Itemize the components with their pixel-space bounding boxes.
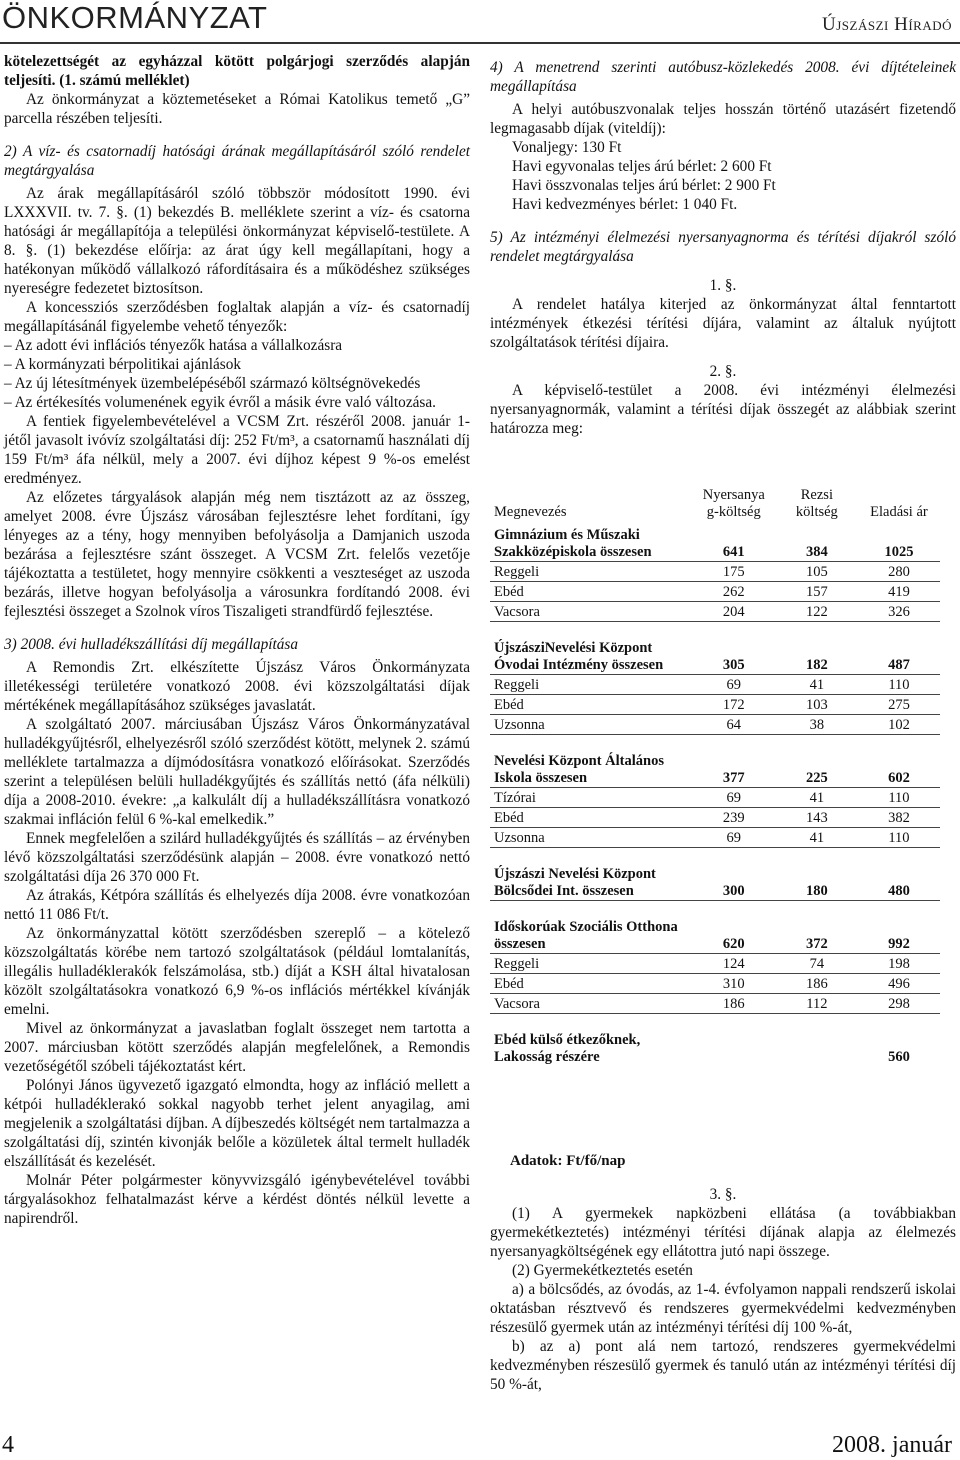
table-cell: 122	[776, 602, 858, 622]
table-cell: 186	[692, 994, 776, 1014]
group-total: 480	[858, 860, 940, 901]
paragraph: A helyi autóbuszvonalak teljes hosszán történő utazásért fizetendő legmagasabb díjak (viteldíj):	[490, 101, 956, 137]
list-item: – A kormányzati bérpolitikai ajánlások	[4, 356, 242, 373]
table-unit-note: Adatok: Ft/fő/nap	[510, 1153, 626, 1169]
fare-line: Havi egyvonalas teljes árú bérlet: 2 600 Ft	[512, 158, 772, 175]
table-row	[490, 954, 940, 974]
table-cell: 275	[858, 695, 940, 715]
group-total: 180	[776, 860, 858, 901]
fare-line: Havi összvonalas teljes árú bérlet: 2 900 Ft	[512, 177, 776, 194]
external-name: Ebéd külső étkezőknek, Lakosság részére	[494, 1032, 641, 1065]
table-cell: 110	[858, 788, 940, 808]
table-row	[490, 715, 940, 735]
group-total: 300	[692, 860, 776, 901]
group-name: Újszászi Nevelési Központ Bölcsődei Int. összesen	[490, 860, 692, 901]
paragraph: Mivel az önkormányzat a javaslatban foglalt összeget nem tartotta a 2007. márciusban kötött szerződés alapján megfelelőnek, a Remondis vezetőségétől szóbeli tájékoztatást kért.	[4, 1020, 470, 1075]
paragraph: A szolgáltató 2007. márciusában Újszász Város Önkormányzatával hulladékgyűjtésről, elhelyezésről szóló szerződést kötött, melynek 2. számú melléklete tartalmazza a díjmódosításra vonatkozó előírásokat. Szerződés szerint a településen belüli hulladékgyűjtés és szállítás nettó (áfa nélküli) díja a 2008-2010. évekre: „a kalkulált díj a hulladékszállításra vonatkozó szakmai infláción felül 6 %-kal emelkedik.”	[4, 716, 470, 828]
table-cell: 41	[776, 675, 858, 695]
fare-line: Vonaljegy: 130 Ft	[512, 139, 622, 156]
table-cell: 124	[692, 954, 776, 974]
table-cell: 186	[776, 974, 858, 994]
table-row	[490, 828, 940, 848]
group-total: 372	[776, 913, 858, 954]
external-value: 560	[888, 1049, 910, 1065]
table-cell	[692, 1026, 776, 1066]
paragraph: A Remondis Zrt. elkészítette Újszász Város Önkormányzata illetékességi területére vonatkozó 2008. évi közszolgáltatási díjak mértékének megállapításához szükséges javaslatát.	[4, 659, 470, 714]
paragraph: A fentiek figyelembevételével a VCSM Zrt. részéről 2008. január 1-jétől javasolt ivóvíz szolgáltatási díj: 252 Ft/m³, a csatornamű használati díj 159 Ft/m³ áfa nélkül, mely a 2007. évi díjhoz képest 9 %-os emelést eredményez.	[4, 413, 470, 487]
table-spacer	[490, 1014, 940, 1027]
paragraph: A koncessziós szerződésben foglaltak alapján a víz- és csatornadíj megállapításánál figyelembe vehető tényezők:	[4, 299, 470, 335]
paragraph: a) a bölcsődés, az óvodás, az 1-4. évfolyamon nappali rendszerű iskolai oktatásban résztvevő és rendszeres gyermekvédelmi kedvezményben részesülő gyermek után az intézményi térítési díj 100 %-át,	[490, 1281, 956, 1336]
table-cell: Vacsora	[490, 994, 692, 1014]
table-cell: Reggeli	[490, 562, 692, 582]
paragraph: Az árak megállapításáról szóló többször módosított 1990. évi LXXXVII. tv. 7. §. (1) bekezdés B. melléklete szerint a víz- és csatorna hatósági ár megállapítója a települési önkormányzat képviselő-testülete. A 8. §. (1) bekezdése előírja: az árat úgy kell megállapítani, hogy a hatékonyan működő vállalkozó ráfordításaira és a működéshez szükséges nyereségre fedezetet biztosítson.	[4, 185, 470, 297]
table-cell: 326	[858, 602, 940, 622]
paragraph: Az önkormányzat a köztemetéseket a Római Katolikus temető „G” parcella részében teljesíti.	[4, 91, 470, 127]
table-cell: Vacsora	[490, 602, 692, 622]
table-cell: 496	[858, 974, 940, 994]
spacer-cell	[490, 901, 692, 914]
table-cell: 310	[692, 974, 776, 994]
spacer-cell	[490, 622, 692, 635]
header-rule	[0, 42, 960, 44]
section-heading: 5) Az intézményi élelmezési nyersanyagnorma és térítési díjakról szóló rendelet megtárgyalása	[490, 229, 956, 265]
table-group-row	[490, 747, 940, 788]
list-item: – Az új létesítmények üzembelépéséből származó költségnövekedés	[4, 375, 421, 392]
group-total: 602	[858, 747, 940, 788]
table-cell: Reggeli	[490, 954, 692, 974]
table-cell: Ebéd	[490, 808, 692, 828]
right-column	[490, 52, 956, 438]
group-total: 305	[692, 634, 776, 675]
table-cell: 298	[858, 994, 940, 1014]
section-heading: 4) A menetrend szerinti autóbusz-közlekedés 2008. évi díjtételeinek megállapítása	[490, 59, 956, 95]
table-cell: Uzsonna	[490, 715, 692, 735]
table-header-cell: Eladási ár	[870, 504, 928, 520]
group-total: 1025	[858, 521, 940, 562]
table-spacer	[490, 622, 940, 635]
fare-line: Havi kedvezményes bérlet: 1 040 Ft.	[512, 196, 738, 213]
paragraph: Polónyi János ügyvezető igazgató elmondta, hogy az infláció mellett a kétpói hulladéklerakó sokkal nagyobb terhet jelent anyagilag, ami megjelenik a szolgáltatási díjban. A díjbeszedés költségét nem tartalmazza a szolgáltatási díj, szintén kivonják belőle a közületek által termelt hulladék elszállítását és kezelését.	[4, 1077, 470, 1170]
table-cell: 69	[692, 675, 776, 695]
group-total: 384	[776, 521, 858, 562]
table-cell: 110	[858, 828, 940, 848]
table-group-row	[490, 634, 940, 675]
paragraph: (2) Gyermekétkeztetés esetén	[512, 1262, 693, 1279]
table-cell: 69	[692, 828, 776, 848]
group-total: 182	[776, 634, 858, 675]
table-cell: 382	[858, 808, 940, 828]
paragraph: A képviselő-testület a 2008. évi intézményi élelmezési nyersanyagnormák, valamint a térítési díjak összegét az alábbiak szerint határozza meg:	[490, 382, 956, 437]
table-row	[490, 582, 940, 602]
table-cell: 280	[858, 562, 940, 582]
paragraph: Az átrakás, Kétpóra szállítás és elhelyezés díja 2008. évre vonatkozóan nettó 11 086 Ft/t.	[4, 887, 470, 923]
table-row	[490, 788, 940, 808]
table-cell: 175	[692, 562, 776, 582]
paragraph: kötelezettségét az egyházzal kötött polgárjogi szerződés alapján teljesíti. (1. számú melléklet)	[4, 53, 470, 89]
table-cell: 204	[692, 602, 776, 622]
table-row	[490, 675, 940, 695]
table-cell: 74	[776, 954, 858, 974]
group-total: 225	[776, 747, 858, 788]
section-heading: 2) A víz- és csatornadíj hatósági árának megállapításáról szóló rendelet megtárgyalása	[4, 143, 470, 179]
publication-name: Újszászi Híradó	[822, 14, 952, 35]
section-title: ÖNKORMÁNYZAT	[2, 0, 268, 35]
right-column-bottom	[490, 1185, 956, 1394]
table-header-cell: Rezsi költség	[795, 487, 838, 520]
table-cell: Ebéd	[490, 974, 692, 994]
table-cell: 112	[776, 994, 858, 1014]
table-cell: 41	[776, 788, 858, 808]
paragraph: Az előzetes tárgyalások alapján még nem tisztázott az az összeg, amelyet 2008. évre Újszász városában fejlesztésre lehet fordítani, így lényeges az a tény, hogy mennyiben befolyásolja a Damjanich uszoda bezárása a fejlesztésre szánt összeget. A VCSM Zrt. felelős vezetője tájékoztatta a testületet, hogy mennyire csökkenti a veszteséget az uszoda bezárás, illetve hogyan befolyásolja a városunkra fordítandó 2008. évi fejlesztési összeget a Szolnok víros Tiszaligeti strandfürdő fejlesztése.	[4, 489, 470, 620]
table-external-row	[490, 1026, 940, 1066]
table-group-row	[490, 913, 940, 954]
table-cell: Ebéd	[490, 582, 692, 602]
group-name: Időskorúak Szociális Otthona összesen	[490, 913, 692, 954]
page-header	[0, 0, 960, 52]
paragraph: b) az a) pont alá nem tartozó, rendszeres gyermekvédelmi kedvezményben részesülő gyermek és tanuló után az intézményi térítési díj 50 %-át,	[490, 1338, 956, 1393]
table-cell: 172	[692, 695, 776, 715]
table-row	[490, 602, 940, 622]
table-cell: Reggeli	[490, 675, 692, 695]
table-spacer	[490, 848, 940, 861]
table-cell: Uzsonna	[490, 828, 692, 848]
table-cell: 239	[692, 808, 776, 828]
table-cell: 105	[776, 562, 858, 582]
paragraph: Molnár Péter polgármester könyvvizsgáló igénybevételével további tárgyalásokhoz felhatalmazást kérve a kérdést döntés nélkül levette a napirendről.	[4, 1172, 470, 1227]
table-spacer	[490, 901, 940, 914]
group-total: 487	[858, 634, 940, 675]
table-cell: Tízórai	[490, 788, 692, 808]
left-column	[4, 52, 470, 1228]
paragraph: Ennek megfelelően a szilárd hulladékgyűjtés és szállítás – az érvényben lévő közszolgáltatási szerződésünk alapján – 2008. évre vonatkozó nettó szolgáltatási díja 26 370 000 Ft.	[4, 830, 470, 885]
table-spacer	[490, 735, 940, 748]
table-cell: 102	[858, 715, 940, 735]
spacer-cell	[490, 735, 692, 748]
spacer-cell	[490, 1014, 692, 1027]
table-cell: 262	[692, 582, 776, 602]
group-total: 992	[858, 913, 940, 954]
table-cell: Ebéd	[490, 695, 692, 715]
table-cell: 198	[858, 954, 940, 974]
table-row	[490, 974, 940, 994]
table-cell: 41	[776, 828, 858, 848]
section-number: 1. §.	[709, 277, 737, 294]
section-number: 3. §.	[709, 1186, 737, 1203]
group-total: 620	[692, 913, 776, 954]
list-item: – Az adott évi inflációs tényezők hatása a vállalkozásra	[4, 337, 343, 354]
paragraph: Az önkormányzattal kötött szerződésben szereplő – a kötelező közszolgáltatás körébe nem tartozó szolgáltatások (például lomtalanítás, illegális hulladéklerakók felszámolása, stb.) díját a KSH által hivatalosan közölt szolgáltatásokra vonatkozó 6,9 %-os inflációs mértékkel kívánják emelni.	[4, 925, 470, 1018]
price-table	[490, 481, 940, 1066]
group-name: Nevelési Központ Általános Iskola összesen	[490, 747, 692, 788]
table-group-row	[490, 521, 940, 562]
section-heading: 3) 2008. évi hulladékszállítási díj megállapítása	[4, 636, 299, 653]
group-total: 377	[692, 747, 776, 788]
group-name: ÚjszásziNevelési Központ Óvodai Intézmény összesen	[490, 634, 692, 675]
paragraph: A rendelet hatálya kiterjed az önkormányzat által fenntartott intézmények étkezési térítési díjára, valamint az általuk nyújtott szolgáltatások térítési díjaira.	[490, 296, 956, 351]
table-cell: 143	[776, 808, 858, 828]
group-name: Gimnázium és Műszaki Szakközépiskola összesen	[490, 521, 692, 562]
table-header-row	[490, 481, 940, 521]
issue-date: 2008. január	[832, 1432, 952, 1458]
table-header-cell: Megnevezés	[494, 504, 567, 520]
spacer-cell	[490, 848, 692, 861]
table-cell: 38	[776, 715, 858, 735]
table-cell: 64	[692, 715, 776, 735]
group-total: 641	[692, 521, 776, 562]
table-row	[490, 695, 940, 715]
table-row	[490, 808, 940, 828]
list-item: – Az értékesítés volumenének egyik évről a másik évre való változása.	[4, 394, 436, 411]
paragraph: (1) A gyermekek napközbeni ellátása (a továbbiakban gyermekétkeztetés) intézményi térítési díjának alapja az élelmezés nyersanyagköltségének egy ellátottra jutó napi összege.	[490, 1205, 956, 1260]
table-cell: 69	[692, 788, 776, 808]
table-header-cell: Nyersanya g-költség	[702, 487, 765, 520]
section-number: 2. §.	[709, 363, 737, 380]
table-row	[490, 994, 940, 1014]
table-group-row	[490, 860, 940, 901]
table-row	[490, 562, 940, 582]
table-cell: 419	[858, 582, 940, 602]
table-cell: 110	[858, 675, 940, 695]
table-cell: 103	[776, 695, 858, 715]
table-cell: 157	[776, 582, 858, 602]
page-number: 4	[2, 1432, 14, 1458]
table-cell	[776, 1026, 858, 1066]
